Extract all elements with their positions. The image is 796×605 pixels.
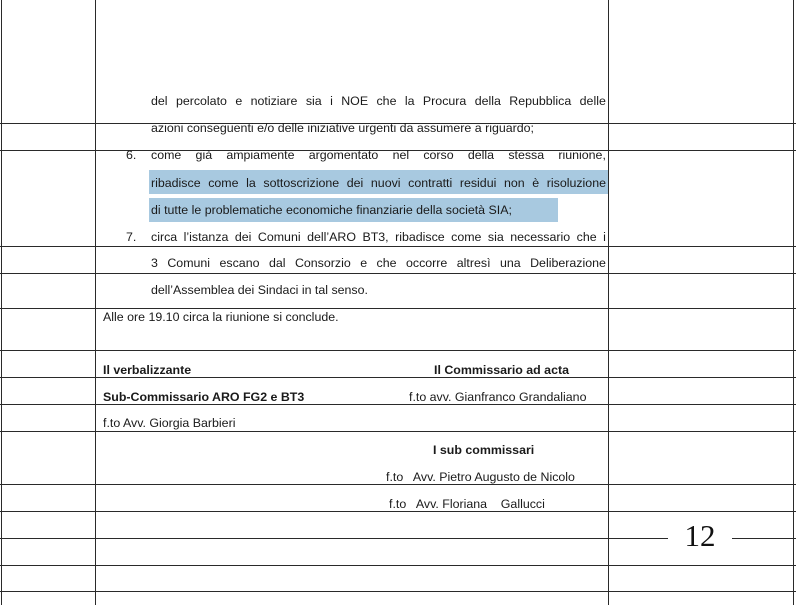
word: e — [235, 94, 243, 108]
word: come — [151, 148, 182, 162]
word: che — [576, 230, 597, 244]
word: sia — [305, 94, 322, 108]
commissario-heading: Il Commissario ad acta — [434, 363, 569, 377]
word: la — [404, 94, 415, 108]
word: Repubblica — [509, 94, 572, 108]
word: della — [467, 148, 495, 162]
word: e — [360, 256, 368, 270]
word: sia — [487, 230, 504, 244]
word: argomentato — [308, 148, 379, 162]
word: dell’ARO — [307, 230, 356, 244]
page-number: 12 — [668, 518, 732, 554]
sub-commissario-signature-1: f.to Avv. Pietro Augusto de Nicolo — [386, 470, 575, 484]
table-row-line — [0, 246, 796, 247]
word: dei — [234, 230, 252, 244]
sub-commissari-heading: I sub commissari — [433, 443, 535, 457]
item-7-line-3: dell’Assemblea dei Sindaci in tal senso. — [151, 283, 368, 297]
table-column-divider — [95, 0, 96, 605]
word: necessario — [510, 230, 571, 244]
item-7-line-2 — [151, 255, 606, 271]
word: stessa — [508, 148, 545, 162]
verbalizzante-heading: Il verbalizzante — [103, 363, 192, 377]
subcommissario-role: Sub-Commissario ARO FG2 e BT3 — [103, 390, 305, 404]
table-row-line — [0, 431, 796, 432]
list-continuation-line-1 — [151, 93, 606, 109]
table-border-left — [1, 0, 2, 605]
item-6-line-3: di tutte le problematiche economiche finanziarie della società SIA; — [151, 203, 512, 217]
word: Deliberazione — [530, 256, 606, 270]
word: nel — [392, 148, 410, 162]
word: 3 — [151, 256, 158, 270]
word: circa — [151, 230, 178, 244]
word: altresì — [456, 256, 491, 270]
word: occorre — [405, 256, 448, 270]
word: del — [151, 94, 168, 108]
word: BT3, — [362, 230, 389, 244]
word: delle — [579, 94, 606, 108]
word: che — [376, 256, 397, 270]
word: che — [376, 94, 397, 108]
word: notiziare — [250, 94, 298, 108]
word: Procura — [422, 94, 467, 108]
word: l’istanza — [183, 230, 229, 244]
item-7-line-1 — [151, 229, 606, 245]
word: corso — [423, 148, 454, 162]
word: dal — [268, 256, 286, 270]
word: riunione, — [558, 148, 606, 162]
item-6-line-2: ribadisce come la sottoscrizione dei nuovi contratti residui non è risoluzione — [151, 176, 606, 190]
word: escano — [219, 256, 260, 270]
sub-commissario-signature-2: f.to Avv. Floriana Gallucci — [389, 497, 545, 511]
commissario-signature: f.to avv. Gianfranco Grandaliano — [409, 390, 587, 404]
list-continuation-line-2: azioni conseguenti e/o delle iniziative urgenti da assumere a riguardo; — [151, 121, 534, 135]
word: ribadisce — [395, 230, 445, 244]
table-column-divider — [608, 0, 609, 605]
table-row-line — [0, 565, 796, 566]
word: ampiamente — [226, 148, 295, 162]
table-border-right — [793, 0, 794, 605]
closing-sentence: Alle ore 19.10 circa la riunione si conclude. — [103, 310, 339, 324]
word: NOE — [341, 94, 369, 108]
word: Comuni — [167, 256, 211, 270]
verbalizzante-signature: f.to Avv. Giorgia Barbieri — [103, 416, 236, 430]
word: già — [195, 148, 213, 162]
word: i — [330, 94, 333, 108]
word: una — [499, 256, 521, 270]
word: Comuni — [257, 230, 301, 244]
word: i — [603, 230, 606, 244]
item-6-line-1 — [151, 147, 606, 163]
word: Consorzio — [294, 256, 351, 270]
table-row-line — [0, 591, 796, 592]
table-row-line — [0, 350, 796, 351]
word: della — [474, 94, 501, 108]
list-number: 6. — [126, 148, 137, 162]
word: come — [451, 230, 482, 244]
word: percolato — [175, 94, 227, 108]
table-row-line — [0, 273, 796, 274]
list-number: 7. — [126, 230, 137, 244]
